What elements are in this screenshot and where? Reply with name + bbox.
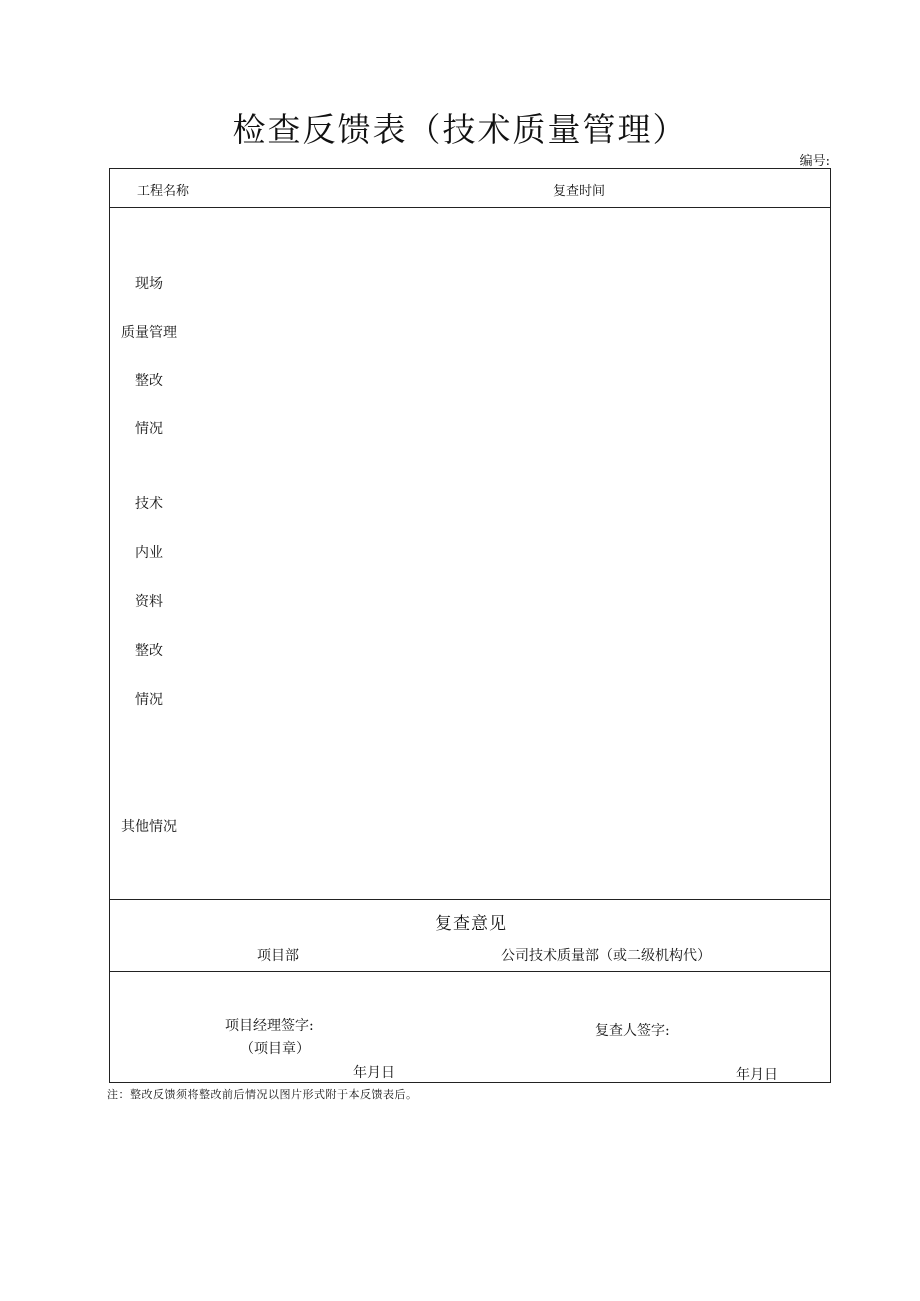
project-name-label: 工程名称 bbox=[137, 184, 190, 199]
form-table bbox=[109, 168, 831, 1083]
other-situation-label: 其他情况 bbox=[121, 819, 177, 835]
tech-docs-line-2: 内业 bbox=[135, 545, 163, 561]
header-divider bbox=[109, 207, 831, 208]
tech-docs-line-3: 资料 bbox=[135, 594, 163, 610]
site-quality-line-3: 整改 bbox=[135, 373, 163, 389]
pm-signature-label: 项目经理签字: bbox=[225, 1018, 314, 1034]
company-dept-label: 公司技术质量部（或二级机构代） bbox=[501, 948, 711, 964]
site-quality-line-2: 质量管理 bbox=[121, 325, 177, 341]
left-date-label: 年月日 bbox=[353, 1065, 395, 1081]
recheck-time-label: 复查时间 bbox=[553, 184, 606, 199]
serial-number-label: 编号: bbox=[799, 154, 830, 169]
opinion-divider bbox=[109, 899, 831, 900]
form-title: 检查反馈表（技术质量管理） bbox=[232, 110, 688, 149]
tech-docs-line-1: 技术 bbox=[135, 496, 163, 512]
project-dept-label: 项目部 bbox=[257, 948, 299, 964]
signature-divider bbox=[109, 971, 831, 972]
tech-docs-line-5: 情况 bbox=[135, 692, 163, 708]
site-quality-line-1: 现场 bbox=[135, 276, 163, 292]
tech-docs-line-4: 整改 bbox=[135, 643, 163, 659]
project-seal-label: （项目章） bbox=[240, 1041, 310, 1057]
footnote: 注：整改反馈须将整改前后情况以图片形式附于本反馈表后。 bbox=[107, 1088, 418, 1101]
recheck-opinion-title: 复查意见 bbox=[435, 914, 507, 934]
right-date-label: 年月日 bbox=[736, 1067, 778, 1083]
reviewer-signature-label: 复查人签字: bbox=[595, 1023, 670, 1039]
site-quality-line-4: 情况 bbox=[135, 421, 163, 437]
